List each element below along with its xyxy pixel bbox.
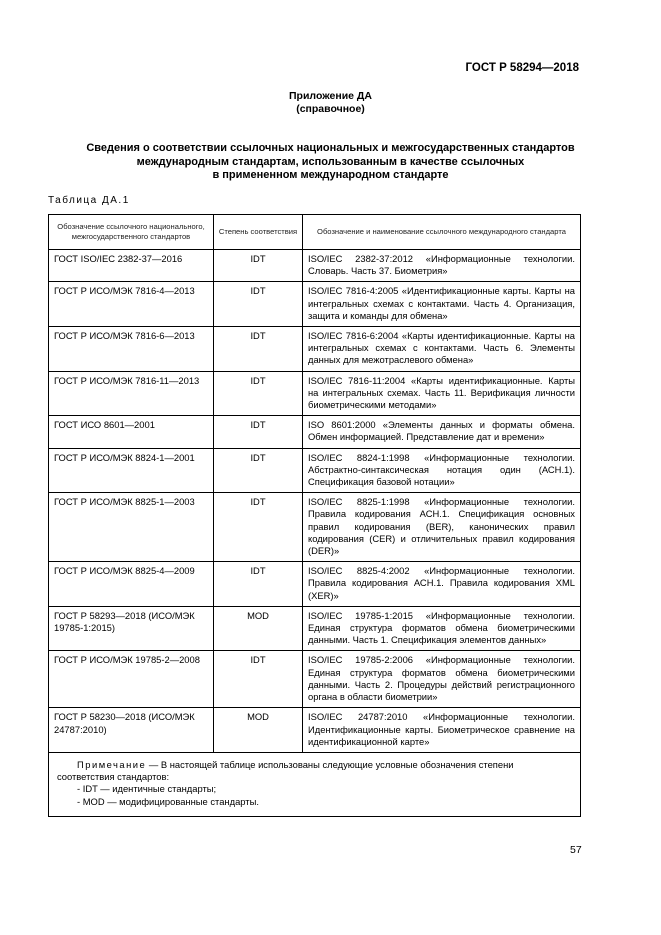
national-standard-cell: ГОСТ ISO/IEC 2382-37—2016 — [49, 250, 214, 282]
international-standard-cell: ISO 8601:2000 «Элементы данных и форматы обмена. Обмен информацией. Представление дат и времени» — [303, 416, 581, 448]
national-standard-cell: ГОСТ Р ИСО/МЭК 19785-2—2008 — [49, 651, 214, 708]
degree-cell: IDT — [214, 416, 303, 448]
national-standard-cell: ГОСТ Р ИСО/МЭК 8825-1—2003 — [49, 493, 214, 562]
international-standard-cell: ISO/IEC 24787:2010 «Информационные технологии. Идентификационные карты. Биометрическое сравнение на идентификационной карте» — [303, 708, 581, 753]
table-header-row — [49, 215, 581, 250]
degree-cell: IDT — [214, 371, 303, 416]
header-degree: Степень соответствия — [214, 215, 303, 250]
note-text-block — [57, 759, 572, 783]
international-standard-cell: ISO/IEC 19785-2:2006 «Информационные технологии. Единая структура форматов обмена биометрическими данными. Часть 2. Процедуры действий регистрационного органа в области биометрии» — [303, 651, 581, 708]
national-standard-cell: ГОСТ Р 58293—2018 (ИСО/МЭК 19785-1:2015) — [49, 606, 214, 651]
national-standard-cell: ГОСТ Р ИСО/МЭК 8824-1—2001 — [49, 448, 214, 493]
degree-cell: MOD — [214, 708, 303, 753]
degree-cell: IDT — [214, 493, 303, 562]
header-international-standard: Обозначение и наименование ссылочного международного стандарта — [303, 215, 581, 250]
table-row — [49, 606, 581, 651]
degree-cell: IDT — [214, 282, 303, 327]
correspondence-table — [48, 214, 581, 817]
national-standard-cell: ГОСТ ИСО 8601—2001 — [49, 416, 214, 448]
table-label: Таблица ДА.1 — [48, 195, 130, 206]
degree-cell: IDT — [214, 448, 303, 493]
table-row — [49, 327, 581, 372]
page-number: 57 — [570, 844, 582, 856]
national-standard-cell: ГОСТ Р 58230—2018 (ИСО/МЭК 24787:2010) — [49, 708, 214, 753]
table-row — [49, 493, 581, 562]
table-row — [49, 250, 581, 282]
title-line: Сведения о соответствии ссылочных национальных и межгосударственных стандартов — [86, 142, 575, 154]
national-standard-cell: ГОСТ Р ИСО/МЭК 7816-4—2013 — [49, 282, 214, 327]
international-standard-cell: ISO/IEC 8824-1:1998 «Информационные технологии. Абстрактно-синтаксическая нотация один (АСН.1). Спецификация базовой нотации» — [303, 448, 581, 493]
degree-cell: IDT — [214, 327, 303, 372]
international-standard-cell: ISO/IEC 19785-1:2015 «Информационные технологии. Единая структура форматов обмена биометрическими данными. Часть 1. Спецификация элементов данных» — [303, 606, 581, 651]
title-line: международным стандартам, использованным в качестве ссылочных — [136, 155, 525, 168]
note-head: Примечание — [77, 758, 147, 770]
table-row — [49, 416, 581, 448]
note-row — [49, 752, 581, 816]
international-standard-cell: ISO/IEC 2382-37:2012 «Информационные технологии. Словарь. Часть 37. Биометрия» — [303, 250, 581, 282]
appendix-heading — [0, 90, 661, 116]
international-standard-cell: ISO/IEC 7816-6:2004 «Карты идентификационные. Карты на интегральных схемах с контактами. Часть 6. Элементы данных для межотраслевого обмена» — [303, 327, 581, 372]
appendix-subtitle: (справочное) — [296, 103, 365, 115]
table-row — [49, 282, 581, 327]
section-title — [40, 142, 621, 183]
table-row — [49, 448, 581, 493]
note-item: - MOD — модифицированные стандарты. — [77, 795, 259, 807]
degree-cell: MOD — [214, 606, 303, 651]
appendix-title: Приложение ДА — [289, 90, 372, 102]
table-row — [49, 371, 581, 416]
international-standard-cell: ISO/IEC 8825-4:2002 «Информационные технологии. Правила кодирования АСН.1. Правила кодирования XML (XER)» — [303, 562, 581, 607]
national-standard-cell: ГОСТ Р ИСО/МЭК 8825-4—2009 — [49, 562, 214, 607]
table-row — [49, 651, 581, 708]
international-standard-cell: ISO/IEC 8825-1:1998 «Информационные технологии. Правила кодирования АСН.1. Спецификация основных правил кодирования (BER), канонических правил кодирования (CER) и отличительных правил кодирования (DER)» — [303, 493, 581, 562]
national-standard-cell: ГОСТ Р ИСО/МЭК 7816-11—2013 — [49, 371, 214, 416]
header-national-standard: Обозначение ссылочного национального, межгосударственного стандартов — [49, 215, 214, 250]
table-row — [49, 708, 581, 753]
table-note — [49, 752, 581, 816]
table-body — [49, 250, 581, 753]
note-item: - IDT — идентичные стандарты; — [77, 783, 217, 795]
document-code: ГОСТ Р 58294—2018 — [465, 62, 579, 74]
degree-cell: IDT — [214, 562, 303, 607]
degree-cell: IDT — [214, 250, 303, 282]
degree-cell: IDT — [214, 651, 303, 708]
note-text: — В настоящей таблице использованы следующие условные обозначения степени соответствия стандартов: — [57, 758, 514, 783]
national-standard-cell: ГОСТ Р ИСО/МЭК 7816-6—2013 — [49, 327, 214, 372]
table-row — [49, 562, 581, 607]
international-standard-cell: ISO/IEC 7816-11:2004 «Карты идентификационные. Карты на интегральных схемах. Часть 11. Верификация личности биометрическими методами» — [303, 371, 581, 416]
title-line: в примененном международном стандарте — [212, 169, 449, 181]
international-standard-cell: ISO/IEC 7816-4:2005 «Идентификационные карты. Карты на интегральных схемах с контактами. Часть 4. Организация, защита и команды для обмена» — [303, 282, 581, 327]
